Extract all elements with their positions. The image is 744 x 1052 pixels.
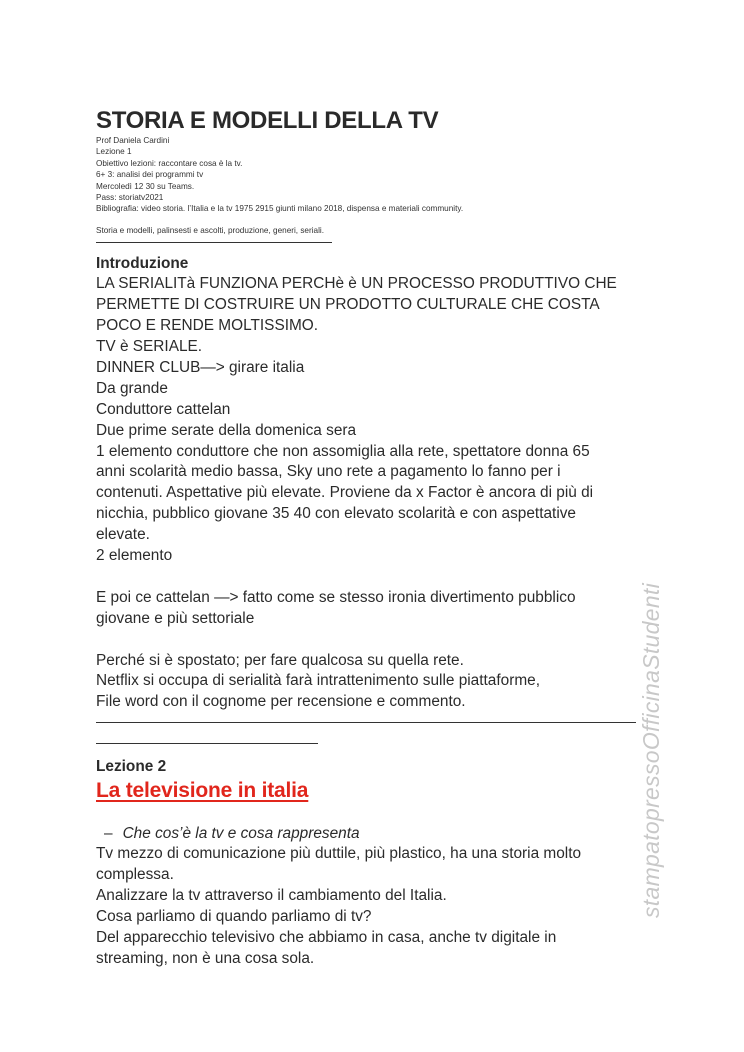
- lesson-2-section: [96, 756, 656, 969]
- text-line: Del apparecchio televisivo che abbiamo in casa, anche tv digitale in: [96, 928, 557, 946]
- text-line: 2 elemento: [96, 547, 173, 565]
- lesson-title: La televisione in italia: [96, 779, 309, 803]
- meta-line: 6+ 3: analisi dei programmi tv: [96, 170, 204, 180]
- text-line: streaming, non è una cosa sola.: [96, 949, 315, 967]
- text-line: File word con il cognome per recensione e commento.: [96, 693, 466, 711]
- bullet-text: Che cos’è la tv e cosa rappresenta: [122, 825, 360, 843]
- intro-body: [96, 274, 656, 713]
- text-line: contenuti. Aspettative più elevate. Proviene da x Factor è ancora di più di: [96, 484, 594, 502]
- text-line: elevate.: [96, 526, 150, 544]
- lesson-2-body: [96, 844, 656, 969]
- divider: [96, 242, 332, 243]
- section-heading: Lezione 2: [96, 758, 167, 776]
- document-title: STORIA E MODELLI DELLA TV: [96, 107, 439, 134]
- text-line: Due prime serate della domenica sera: [96, 421, 357, 439]
- course-topics: Storia e modelli, palinsesti e ascolti, produzione, generi, seriali.: [96, 225, 325, 235]
- meta-line: Pass: storiatv2021: [96, 193, 164, 203]
- divider: [96, 743, 318, 744]
- course-info: [96, 135, 656, 236]
- divider: [96, 722, 636, 723]
- text-line: TV è SERIALE.: [96, 337, 203, 355]
- text-line: Conduttore cattelan: [96, 400, 231, 418]
- meta-line: Bibliografia: video storia. l’Italia e la tv 1975 2915 giunti milano 2018, dispensa e materiali community.: [96, 204, 464, 214]
- text-line: 1 elemento conduttore che non assomiglia alla rete, spettatore donna 65: [96, 442, 590, 460]
- meta-line: Prof Daniela Cardini: [96, 136, 170, 145]
- watermark: stampatopressoOfficinaStudenti: [638, 582, 664, 918]
- text-line: nicchia, pubblico giovane 35 40 con elevato scolarità e con aspettative: [96, 505, 576, 523]
- text-line: giovane e più settoriale: [96, 609, 255, 627]
- text-line: LA SERIALITà FUNZIONA PERCHè è UN PROCESSO PRODUTTIVO CHE: [96, 275, 617, 293]
- text-line: anni scolarità medio bassa, Sky uno rete a pagamento lo fanno per i: [96, 463, 561, 481]
- text-line: Netflix si occupa di serialità farà intrattenimento sulle piattaforme,: [96, 672, 540, 690]
- text-line: E poi ce cattelan —> fatto come se stesso ironia divertimento pubblico: [96, 588, 576, 606]
- intro-section: [96, 253, 656, 713]
- text-line: Analizzare la tv attraverso il cambiamento del Italia.: [96, 887, 447, 905]
- text-line: Da grande: [96, 379, 168, 397]
- text-line: POCO E RENDE MOLTISSIMO.: [96, 317, 319, 335]
- text-line: Tv mezzo di comunicazione più duttile, più plastico, ha una storia molto: [96, 845, 582, 863]
- text-line: DINNER CLUB—> girare italia: [96, 358, 305, 376]
- document-page: [96, 106, 656, 970]
- meta-line: Obiettivo lezioni: raccontare cosa è la tv.: [96, 158, 243, 168]
- section-heading: Introduzione: [96, 255, 189, 273]
- bullet-item: [96, 823, 656, 844]
- meta-line: Lezione 1: [96, 147, 132, 157]
- dash-bullet-icon: –: [104, 825, 113, 843]
- text-line: complessa.: [96, 866, 174, 884]
- text-line: PERMETTE DI COSTRUIRE UN PRODOTTO CULTURALE CHE COSTA: [96, 296, 600, 314]
- text-line: Perché si è spostato; per fare qualcosa su quella rete.: [96, 651, 464, 669]
- meta-line: Mercoledì 12 30 su Teams.: [96, 181, 195, 191]
- text-line: Cosa parliamo di quando parliamo di tv?: [96, 907, 372, 925]
